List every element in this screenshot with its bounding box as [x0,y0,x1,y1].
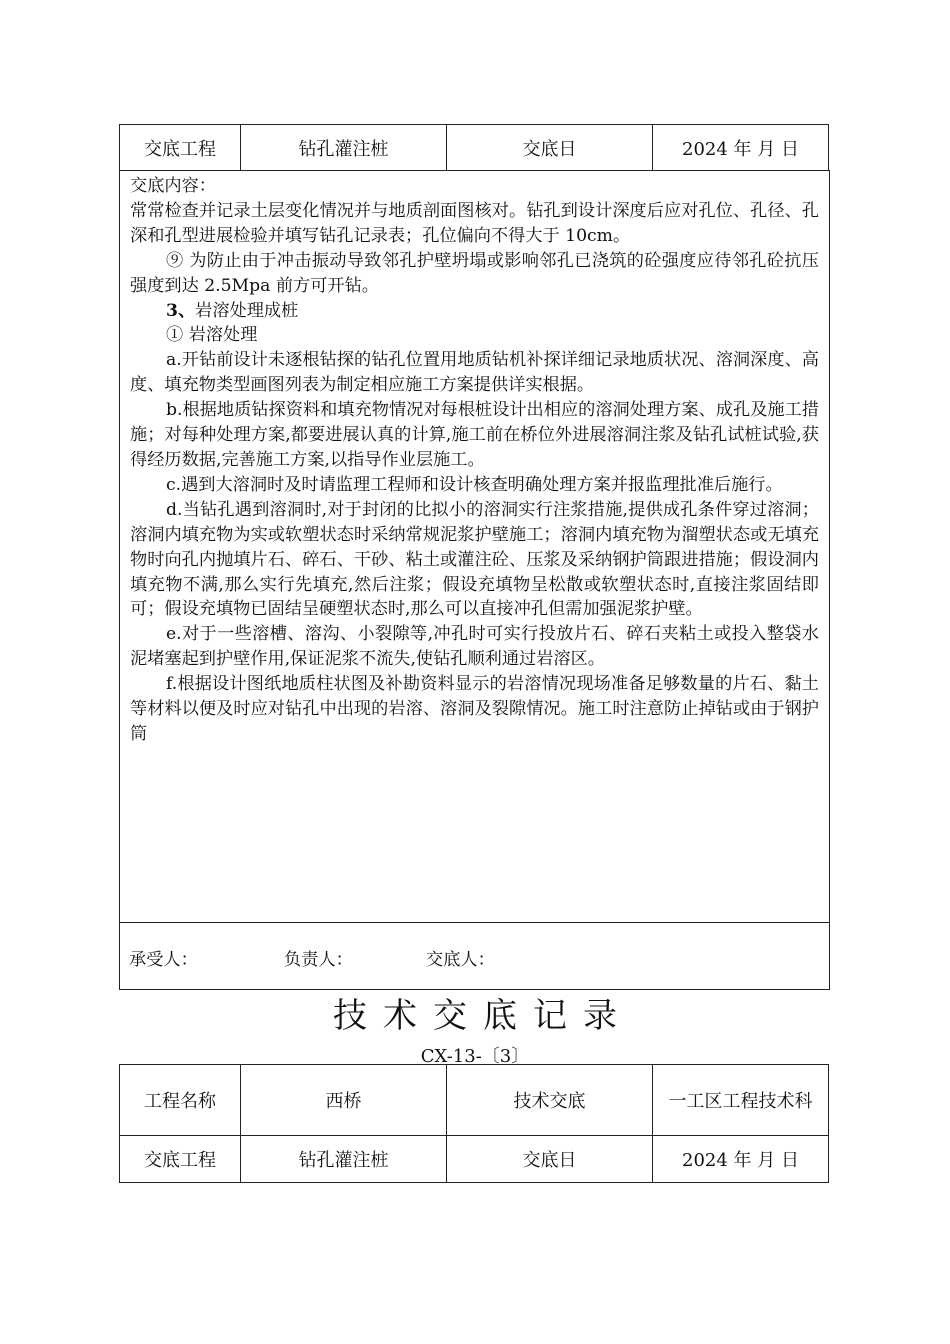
document-title: 技术交底记录 [333,996,633,1036]
label-handover-date: 交底日 [447,125,653,171]
receiver-label: 承受人： [129,950,198,970]
content-heading: 交底内容： [130,176,216,196]
header-table-bottom [119,1064,829,1183]
value-handover-date: 2024 年 月 日 [653,125,829,171]
table-row [120,1065,829,1136]
content-paragraph: ⑨ 为防止由于冲击振动导致邻孔护壁坍塌或影响邻孔已浇筑的砼强度应待邻孔砼抗压强度到达 2.5Mpa 前方可开钻。 [130,250,819,296]
content-paragraph: d.当钻孔遇到溶洞时,对于封闭的比拟小的溶洞实行注浆措施,提供成孔条件穿过溶洞；溶洞内填充物为实或软塑状态时采纳常规泥浆护壁施工；溶洞内填充物为溜塑状态或无填充物时向孔内抛填片石、碎石、干砂、粘土或灌注砼、压浆及采纳钢护筒跟进措施；假设洞内填充物不满,那么实行先填充,然后注浆；假设充填物呈松散或软塑状态时,直接注浆固结即可；假设充填物已固结呈硬塑状态时,那么可以直接冲孔但需加强泥浆护壁。 [130,499,819,620]
table-row [120,125,829,171]
section-heading [130,299,819,324]
content-paragraph: e.对于一些溶槽、溶沟、小裂隙等,冲孔时可实行投放片石、碎石夹粘土或投入整袋水泥堵塞起到护壁作用,保证泥浆不流失,使钻孔顺利通过岩溶区。 [130,624,819,670]
content-paragraph: a.开钻前设计未逐根钻探的钻孔位置用地质钻机补探详细记录地质状况、溶洞深度、高度、填充物类型画图列表为制定相应施工方案提供详实根据。 [130,350,819,396]
value-project-name: 西桥 [241,1065,447,1136]
responsible-label: 负责人： [284,950,353,970]
table-row [120,1136,829,1183]
handover-content-box [119,170,830,922]
document-code: CX-13-〔3〕 [420,1046,530,1067]
value-department: 一工区工程技术科 [653,1065,829,1136]
section-title: 岩溶处理成桩 [195,300,299,321]
label-handover-project: 交底工程 [120,1136,241,1183]
content-paragraph: 常常检查并记录土层变化情况并与地质剖面图核对。钻孔到设计深度后应对孔位、孔径、孔深和孔型进展检验并填写钻孔记录表；孔位偏向不得大于 10cm。 [130,200,819,246]
content-paragraph: f.根据设计图纸地质柱状图及补勘资料显示的岩溶情况现场准备足够数量的片石、黏土等材料以便及时应对钻孔中出现的岩溶、溶洞及裂隙情况。施工时注意防止掉钻或由于钢护筒 [130,674,819,744]
content-paragraph: c.遇到大溶洞时及时请监理工程师和设计核查明确处理方案并报监理批准后施行。 [166,474,783,495]
subsection-heading: ① 岩溶处理 [166,325,258,346]
label-project-name: 工程名称 [120,1065,241,1136]
signature-row [119,922,830,990]
section-number: 3、 [166,300,196,321]
content-paragraph: b.根据地质钻探资料和填充物情况对每根桩设计出相应的溶洞处理方案、成孔及施工措施；对每种处理方案,都要进展认真的计算,施工前在桥位外进展溶洞注浆及钻孔试桩试验,获得经历数据,完善施工方案,以指导作业层施工。 [130,400,819,470]
presenter-label: 交底人： [426,950,495,970]
label-handover-project: 交底工程 [120,125,241,171]
handover-content [120,170,829,747]
value-handover-date: 2024 年 月 日 [653,1136,829,1183]
header-table-top [119,124,829,171]
value-handover-project: 钻孔灌注桩 [241,1136,447,1183]
label-handover-date: 交底日 [447,1136,653,1183]
value-handover-project: 钻孔灌注桩 [241,125,447,171]
label-technical-handover: 技术交底 [447,1065,653,1136]
